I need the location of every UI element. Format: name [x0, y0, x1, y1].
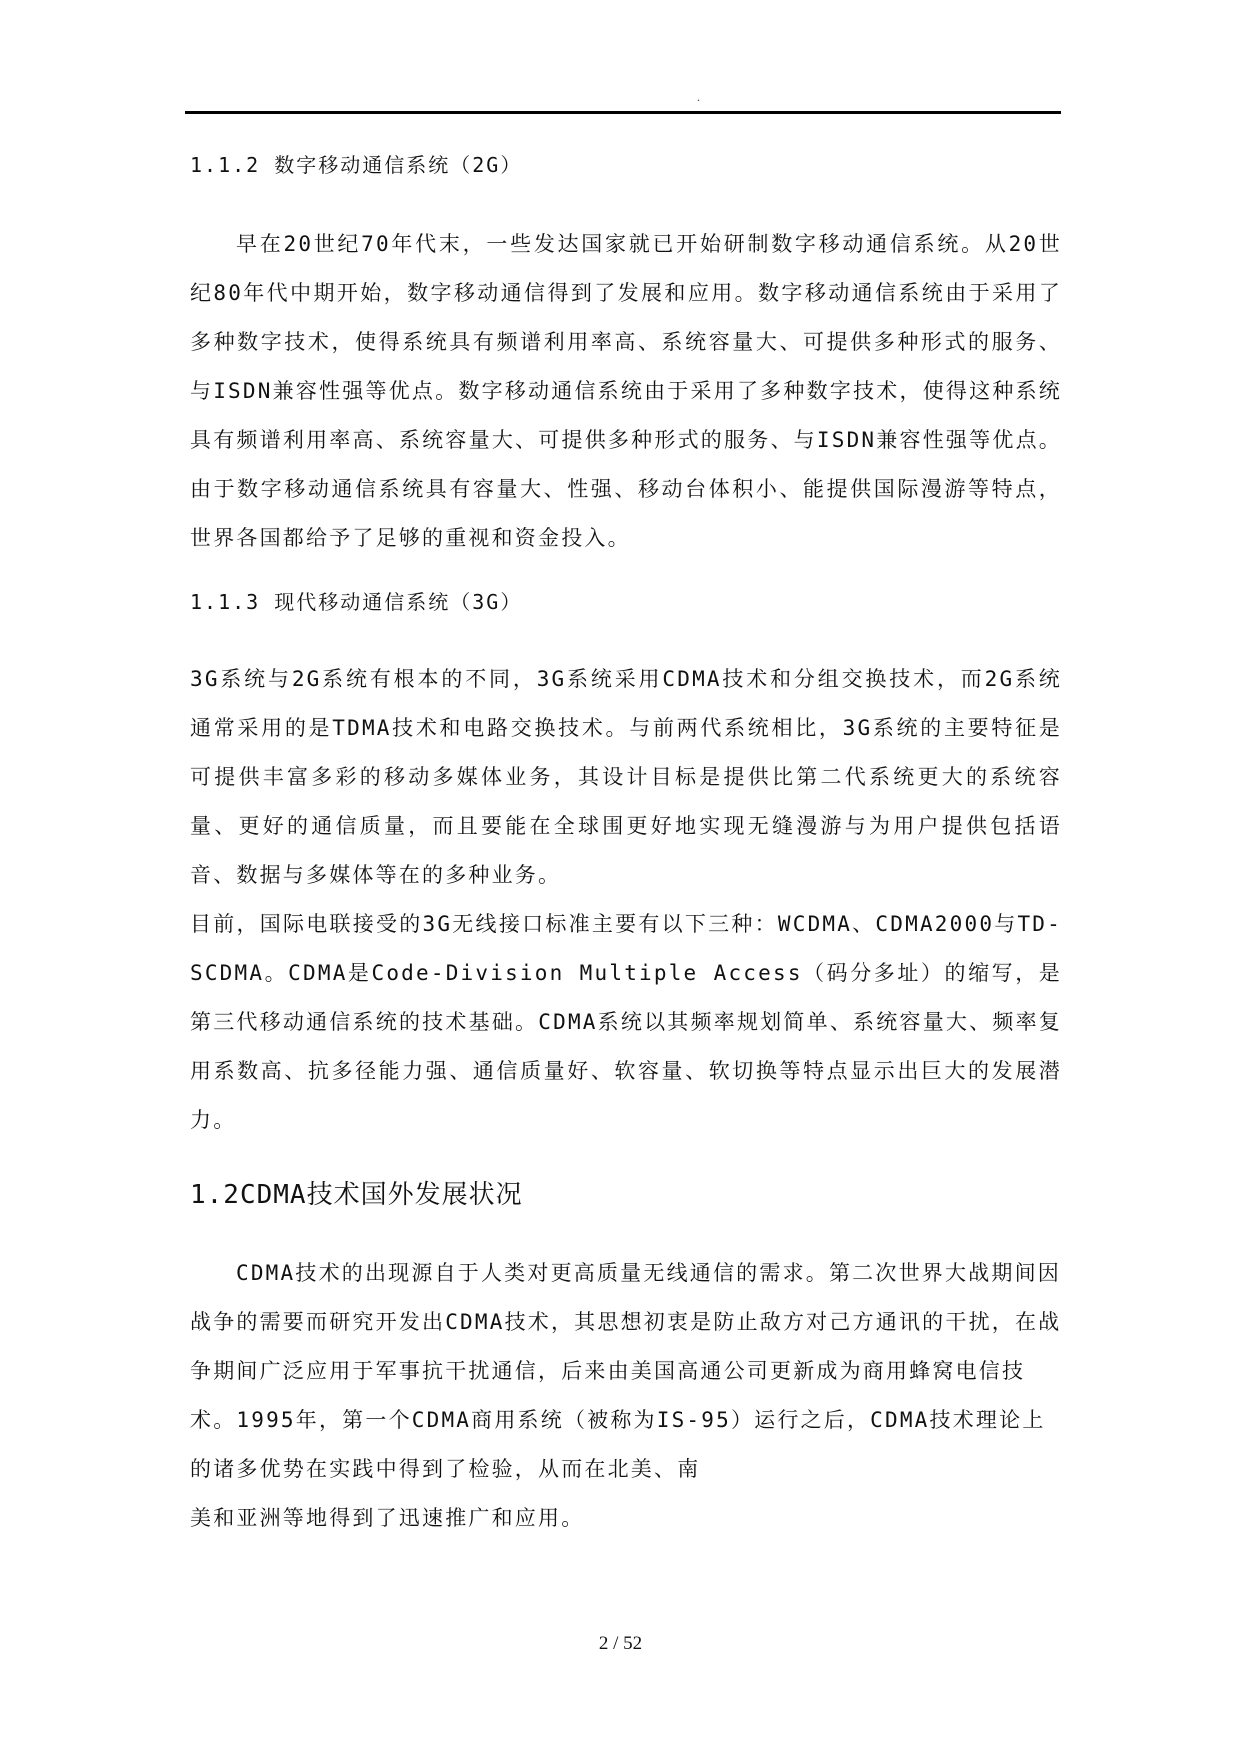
- section-heading-1-1-3: 1.1.3 现代移动通信系统（3G）: [190, 590, 523, 614]
- paragraph-cdma-history: CDMA技术的出现源自于人类对更高质量无线通信的需求。第二次世界大战期间因战争的需要而研究开发出CDMA技术，其思想初衷是防止敌方对己方通讯的干扰，在战争期间广泛应用于军事抗干扰通信，后来由美国高通公司更新成为商用蜂窝电信技术。1995年，第一个CDMA商用系统（被称为IS-95）运行之后，CDMA技术理论上的诸多优势在实践中得到了检验，从而在北美、南: [190, 1261, 1062, 1481]
- section-heading-1-1-2: 1.1.2 数字移动通信系统（2G）: [190, 153, 523, 177]
- paragraph-3g-compare: 3G系统与2G系统有根本的不同，3G系统采用CDMA技术和分组交换技术，而2G系统通常采用的是TDMA技术和电路交换技术。与前两代系统相比，3G系统的主要特征是可提供丰富多彩的移动多媒体业务，其设计目标是提供比第二代系统更大的系统容量、更好的通信质量，而且要能在全球围更好地实现无缝漫游与为用户提供包括语音、数据与多媒体等在的多种业务。: [190, 667, 1062, 887]
- paragraph-3g-standards: 目前，国际电联接受的3G无线接口标准主要有以下三种：WCDMA、CDMA2000与TD-SCDMA。CDMA是Code-Division Multiple Access（码分多址）的缩写，是第三代移动通信系统的技术基础。CDMA系统以其频率规划简单、系统容量大、频率复用系数高、抗多径能力强、通信质量好、软容量、软切换等特点显示出巨大的发展潜力。: [190, 912, 1062, 1132]
- paragraph-cdma-history-tail: 美和亚洲等地得到了迅速推广和应用。: [190, 1506, 585, 1530]
- page-number: 2 / 52: [598, 1633, 643, 1654]
- paragraph-2g-intro: 早在20世纪70年代末，一些发达国家就已开始研制数字移动通信系统。从20世纪80年代中期开始，数字移动通信得到了发展和应用。数字移动通信系统由于采用了多种数字技术，使得系统具有频谱利用率高、系统容量大、可提供多种形式的服务、与ISDN兼容性强等优点。数字移动通信系统由于采用了多种数字技术，使得这种系统具有频谱利用率高、系统容量大、可提供多种形式的服务、与ISDN兼容性强等优点。由于数字移动通信系统具有容量大、性强、移动台体积小、能提供国际漫游等特点，世界各国都给予了足够的重视和资金投入。: [190, 232, 1062, 550]
- section-heading-1-2: 1.2CDMA技术国外发展状况: [190, 1180, 523, 1210]
- page-content: [190, 150, 1062, 1543]
- header-rule: [185, 111, 1061, 114]
- header-mark: .: [697, 90, 700, 104]
